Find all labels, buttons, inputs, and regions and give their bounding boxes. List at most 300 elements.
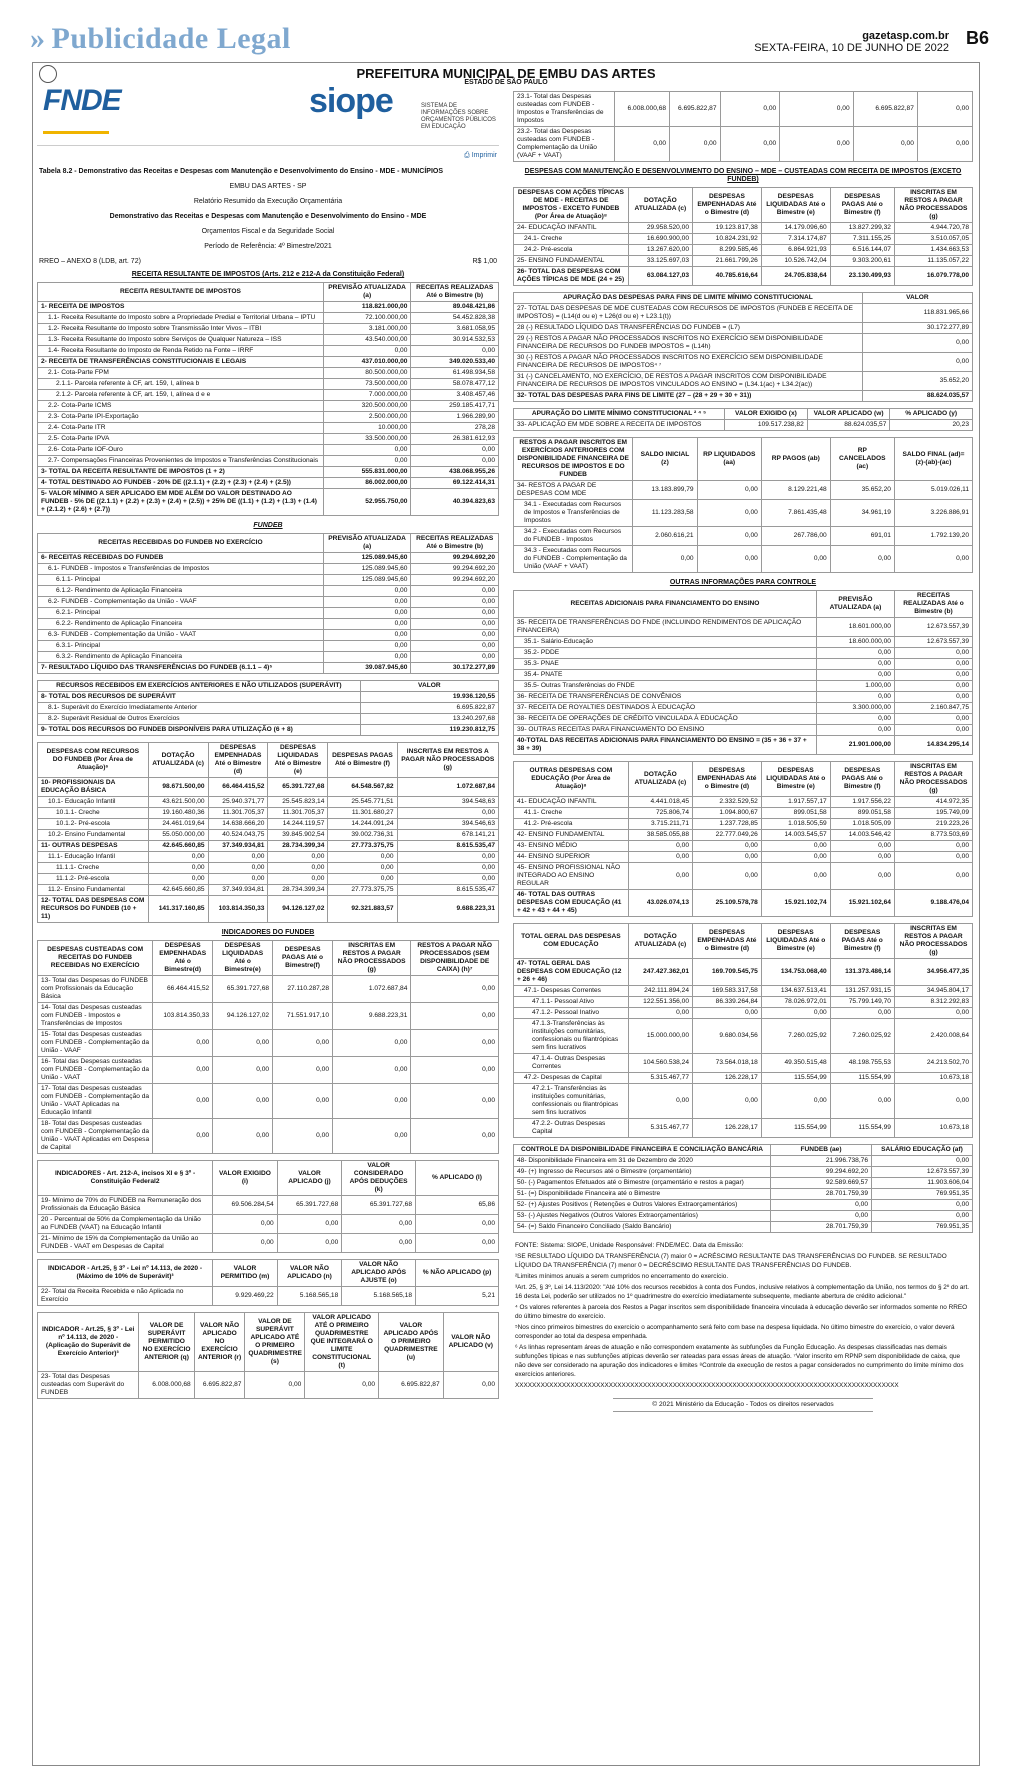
row-value: 3.300.000,00 [816, 703, 894, 714]
row-value: 25.545.771,51 [328, 797, 397, 808]
row-value: 10.824.231,92 [693, 234, 762, 245]
row-value: 0,00 [342, 1234, 416, 1253]
row-value: 1.917.556,22 [830, 797, 894, 808]
row-value: 1.434.663,53 [894, 245, 972, 256]
budget-label: Orçamentos Fiscal e da Seguridade Social [201, 228, 335, 235]
row-label: 47.1.1- Pessoal Ativo [514, 997, 629, 1008]
row-value: 122.551.356,00 [628, 997, 692, 1008]
row-value: 0,00 [780, 92, 853, 127]
outrasDesp-grid [513, 761, 973, 917]
column-header: VALOR APLICADO (j) [277, 1161, 342, 1196]
table-row [38, 863, 499, 874]
table-row [514, 372, 973, 391]
row-value: 0,00 [397, 808, 498, 819]
column-header: INSCRITAS EM RESTOS A PAGAR NÃO PROCESSADOS (g) [894, 924, 972, 959]
row-value: 8.615.535,47 [397, 885, 498, 896]
row-value: 0,00 [761, 841, 830, 852]
siope-logo: siope [309, 82, 393, 120]
table-row [514, 323, 973, 334]
row-value: 0,00 [411, 619, 499, 630]
outras-informacoes-heading: OUTRAS INFORMAÇÕES PARA CONTROLE [669, 579, 817, 586]
row-value: 118.821.000,00 [323, 302, 411, 313]
siope-subtitle: SISTEMA DE INFORMAÇÕES SOBRE ORÇAMENTOS PÚBLICOS EM EDUCAÇÃO [421, 103, 496, 130]
column-header: DESPESAS LIQUIDADAS Até o Bimestre (e) [761, 188, 830, 223]
site-url[interactable]: gazetasp.com.br [862, 30, 949, 42]
row-value: 0,00 [305, 1372, 379, 1399]
print-label: Imprimir [471, 152, 497, 159]
column-header: % NÃO APLICADO (p) [416, 1260, 499, 1287]
row-value: 0,00 [148, 874, 208, 885]
column-header: SALÁRIO EDUCAÇÃO (af) [872, 1145, 973, 1156]
row-label: 2.1.2- Parcela referente à CF, art. 159, I, alínea d e e [38, 390, 324, 401]
row-value: 0,00 [277, 1234, 342, 1253]
row-value: 169.583.317,58 [693, 986, 762, 997]
table-row [514, 1178, 973, 1189]
row-value: 13.240.297,68 [360, 714, 498, 725]
row-value: 80.500.000,00 [323, 368, 411, 379]
row-value: 14.244.119,57 [268, 819, 328, 830]
row-value: 0,00 [153, 1119, 213, 1154]
row-value: 104.560.538,24 [628, 1054, 692, 1073]
row-label: 27- TOTAL DAS DESPESAS DE MDE CUSTEADAS COM RECURSOS DE IMPOSTOS (FUNDEB E RECEITA DE IMPOSTOS) = (L14(d ou e) + L26(d ou e) + L23.1(t)) [514, 304, 863, 323]
row-value: 0,00 [268, 852, 328, 863]
row-value: 115.554,99 [761, 1073, 830, 1084]
row-label: 47.2- Despesas de Capital [514, 1073, 629, 1084]
table-row [514, 1073, 973, 1084]
row-label: 3- TOTAL DA RECEITA RESULTANTE DE IMPOSTOS (1 + 2) [38, 467, 324, 478]
row-label: 11.1.2- Pré-escola [38, 874, 149, 885]
table-row [38, 553, 499, 564]
row-value: 3.715.211,71 [628, 819, 692, 830]
table-header-row [38, 1313, 499, 1372]
row-label: 34.1 - Executadas com Recursos de Impostos e Transferências de Impostos [514, 500, 633, 527]
row-value: 0,00 [830, 1008, 894, 1019]
table-row [38, 896, 499, 923]
despImp-grid [513, 187, 973, 286]
row-value: 16.690.900,00 [628, 234, 692, 245]
row-label: 31 (-) CANCELAMENTO, NO EXERCÍCIO, DE RESTOS A PAGAR INSCRITOS COM DISPONIBILIDADE FINANCEIRA DE RECURSOS DE IMPOSTOS VINCULADOS AO ENSINO = (L34.1(ac) + L34.2(ac)) [514, 372, 863, 391]
row-label: 47.1- Despesas Correntes [514, 986, 629, 997]
footnote: ⁴ Os valores referentes à parcela dos Restos a Pagar inscritos sem disponibilidade financeira vinculada à educação deverão ser informados somente no RREO do último bimestre do exercício. [515, 1304, 968, 1320]
row-value: 40.394.823,63 [411, 489, 499, 516]
table-row [514, 637, 973, 648]
row-value: 49.350.515,48 [761, 1054, 830, 1073]
row-value: 141.317.160,85 [148, 896, 208, 923]
row-value: 33.125.697,03 [628, 256, 692, 267]
row-value: 0,00 [411, 976, 499, 1003]
row-value: 0,00 [213, 1234, 278, 1253]
row-label: 52- (+) Ajustes Positivos ( Retenções e Outros Valores Extraorçamentários) [514, 1200, 771, 1211]
column-header: VALOR PERMITIDO (m) [213, 1260, 278, 1287]
row-value: 0,00 [894, 841, 972, 852]
row-value: 0,00 [323, 652, 411, 663]
row-value: 0,00 [894, 692, 972, 703]
column-header: INDICADOR - Art.25, § 3º - Lei nº 14.113, de 2020 - (Aplicação do Superávit de Exercício Anterior)³ [38, 1313, 139, 1372]
row-value: 14.003.546,42 [830, 830, 894, 841]
row-value: 0,00 [894, 714, 972, 725]
table-header-row [38, 534, 499, 553]
aplicacao-superavit-table [37, 1312, 499, 1399]
table-header-row [514, 438, 973, 481]
column-header: VALOR NÃO APLICADO NO EXERCÍCIO ANTERIOR (r) [194, 1313, 245, 1372]
table-row [514, 1054, 973, 1073]
row-value: 52.955.750,00 [323, 489, 411, 516]
row-value: 0,00 [411, 1084, 499, 1119]
table-row [514, 92, 973, 127]
table-row [38, 313, 499, 324]
row-value: 7.260.025,92 [830, 1019, 894, 1054]
row-value: 8.299.585,46 [693, 245, 762, 256]
row-value: 6.695.822,87 [194, 1372, 245, 1399]
row-value: 0,00 [416, 1215, 499, 1234]
row-value: 0,00 [862, 353, 972, 372]
row-value: 0,00 [693, 841, 762, 852]
table-row [514, 725, 973, 736]
row-label: 41.1- Creche [514, 808, 629, 819]
row-value: 0,00 [816, 725, 894, 736]
column-header: INSCRITAS EM RESTOS A PAGAR NÃO PROCESSADOS (g) [397, 743, 498, 778]
row-value: 0,00 [333, 1119, 411, 1154]
column-header: DESPESAS PAGAS Até o Bimestre (f) [830, 762, 894, 797]
row-value: 0,00 [830, 852, 894, 863]
row-value: 73.500.000,00 [323, 379, 411, 390]
apuracao-table [513, 292, 973, 402]
row-value: 27.773.375,75 [328, 885, 397, 896]
row-value: 0,00 [816, 648, 894, 659]
row-value: 30.172.277,89 [411, 663, 499, 674]
row-value: 0,00 [761, 546, 830, 573]
table-row [38, 489, 499, 516]
indLei2-grid [37, 1259, 499, 1306]
row-value: 0,00 [213, 1084, 273, 1119]
row-value: 0,00 [323, 608, 411, 619]
table-row [514, 1167, 973, 1178]
row-value: 65.391.727,68 [277, 1196, 342, 1215]
row-value: 0,00 [894, 670, 972, 681]
row-label: 24- EDUCAÇÃO INFANTIL [514, 223, 629, 234]
table-header-row [38, 681, 499, 692]
row-label: 2.1- Cota-Parte FPM [38, 368, 324, 379]
row-value: 0,00 [268, 874, 328, 885]
row-value: 21.996.738,76 [771, 1156, 872, 1167]
column-header: INSCRITAS EM RESTOS A PAGAR NÃO PROCESSADOS (g) [894, 762, 972, 797]
row-value: 115.554,99 [761, 1119, 830, 1138]
row-label: 33- APLICAÇÃO EM MDE SOBRE A RECEITA DE IMPOSTOS [514, 420, 725, 431]
row-label: 20 - Percentual de 50% da Complementação da União ao FUNDEB (VAAT) na Educação Infantil [38, 1215, 213, 1234]
row-value: 42.645.660,85 [148, 841, 208, 852]
row-value: 0,00 [323, 597, 411, 608]
table-row [514, 334, 973, 353]
row-value: 125.089.945,60 [323, 575, 411, 586]
column-header: SALDO FINAL (ad)=(z)-(ab)-(ac) [894, 438, 972, 481]
row-value: 25.109.578,78 [693, 890, 762, 917]
row-value: 30.914.532,53 [411, 335, 499, 346]
table-row [38, 1119, 499, 1154]
row-value: 29.958.520,00 [628, 223, 692, 234]
column-header: TOTAL GERAL DAS DESPESAS COM EDUCAÇÃO [514, 924, 629, 959]
column-header: VALOR APLICADO APÓS O PRIMEIRO QUADRIMESTRE (u) [379, 1313, 444, 1372]
row-label: 54- (=) Saldo Financeiro Conciliado (Saldo Bancário) [514, 1222, 771, 1233]
row-value: 7.861.435,48 [761, 500, 830, 527]
row-value: 1.917.557,17 [761, 797, 830, 808]
column-header: RECEITAS REALIZADAS Até o Bimestre (b) [894, 591, 972, 618]
row-value: 88.624.035,57 [862, 391, 972, 402]
row-value: 19.123.817,38 [693, 223, 762, 234]
row-value: 219.223,26 [894, 819, 972, 830]
table-row [38, 1003, 499, 1030]
table-row [514, 986, 973, 997]
row-value: 19.160.480,36 [148, 808, 208, 819]
row-value: 14.638.666,20 [208, 819, 268, 830]
row-value: 1.072.687,84 [397, 778, 498, 797]
row-value: 99.294.692,20 [411, 575, 499, 586]
row-label: 47.1.3-Transferências às instituições comunitárias, confessionais ou filantrópicas sem fins lucrativos [514, 1019, 629, 1054]
receitas-adicionais-table [513, 590, 973, 755]
column-header: INDICADOR - Art.25, § 3º - Lei nº 14.113, de 2020 - (Máximo de 10% de Superávit)³ [38, 1260, 213, 1287]
row-value: 13.267.620,00 [628, 245, 692, 256]
row-label: 10.1.2- Pré-escola [38, 819, 149, 830]
row-value: 134.753.068,40 [761, 959, 830, 986]
row-value: 73.564.018,18 [693, 1054, 762, 1073]
row-value: 769.951,35 [872, 1189, 973, 1200]
row-label: 39- OUTRAS RECEITAS PARA FINANCIAMENTO DO ENSINO [514, 725, 817, 736]
row-value: 0,00 [628, 1084, 692, 1119]
table-header-row [514, 188, 973, 223]
row-value: 6.864.921,93 [761, 245, 830, 256]
table-row [514, 830, 973, 841]
row-label: 30 (-) RESTOS A PAGAR NÃO PROCESSADOS INSCRITOS NO EXERCÍCIO SEM DISPONIBILIDADE FINANCEIRA DE RECURSOS DE IMPOSTOS⁴ ⁷ [514, 353, 863, 372]
row-label: 6.1- FUNDEB - Impostos e Transferências de Impostos [38, 564, 324, 575]
row-value: 0,00 [342, 1215, 416, 1234]
row-value: 119.230.812,75 [360, 725, 498, 736]
row-value: 92.589.669,57 [771, 1178, 872, 1189]
notes-block [515, 1241, 971, 1390]
row-label: 45- ENSINO PROFISSIONAL NÃO INTEGRADO AO ENSINO REGULAR [514, 863, 629, 890]
row-label: 50- (-) Pagamentos Efetuados até o Bimestre (orçamentário e restos a pagar) [514, 1178, 771, 1189]
row-value: 37.349.934,81 [208, 885, 268, 896]
column-header: VALOR NÃO APLICADO (v) [443, 1313, 498, 1372]
fundeb-table [37, 533, 499, 674]
row-value: 28.701.759,39 [771, 1222, 872, 1233]
row-label: 6.3.1- Principal [38, 641, 324, 652]
row-label: 2.7- Compensações Financeiras Provenientes de Impostos e Transferências Constitucionais [38, 456, 324, 467]
row-value: 64.548.567,82 [328, 778, 397, 797]
row-value: 8.773.503,69 [894, 830, 972, 841]
row-value: 34.961,19 [830, 500, 894, 527]
row-value: 0,00 [328, 852, 397, 863]
row-value: 0,00 [245, 1372, 305, 1399]
row-label: 10- PROFISSIONAIS DA EDUCAÇÃO BÁSICA [38, 778, 149, 797]
table-row [38, 335, 499, 346]
row-label: 1.4- Receita Resultante do Imposto de Renda Retido na Fonte – IRRF [38, 346, 324, 357]
row-value: 725.806,74 [628, 808, 692, 819]
table-row [514, 692, 973, 703]
rpInscritos-grid [513, 437, 973, 573]
table-header-row [38, 1260, 499, 1287]
row-value: 769.951,35 [872, 1222, 973, 1233]
row-value: 437.010.000,00 [323, 357, 411, 368]
column-header: DESPESAS COM RECURSOS DO FUNDEB (Por Área de Atuação)⁶ [38, 743, 149, 778]
table-row [38, 467, 499, 478]
column-header: RESTOS A PAGAR INSCRITOS EM EXERCÍCIOS ANTERIORES COM DISPONIBILIDADE FINANCEIRA DE RECURSOS DE IMPOSTOS E DO FUNDEB [514, 438, 633, 481]
row-value: 11.903.606,04 [872, 1178, 973, 1189]
table-row [38, 357, 499, 368]
print-link[interactable] [37, 152, 497, 160]
table-row [514, 1211, 973, 1222]
table-row [514, 353, 973, 372]
table-row [514, 245, 973, 256]
row-value: 28.701.759,39 [771, 1189, 872, 1200]
table-row [514, 127, 973, 162]
table-row [38, 1084, 499, 1119]
limite-table [513, 408, 973, 431]
row-label: 53- (-) Ajustes Negativos (Outros Valores Extraorçamentários) [514, 1211, 771, 1222]
row-value: 0,00 [323, 630, 411, 641]
row-value: 0,00 [761, 1084, 830, 1119]
row-value: 34.945.804,17 [894, 986, 972, 997]
table-row [514, 481, 973, 500]
row-value: 0,00 [872, 1156, 973, 1167]
row-value: 0,00 [894, 546, 972, 573]
table-row [38, 652, 499, 663]
report-name: Relatório Resumido da Execução Orçamentária [193, 198, 343, 205]
row-value: 15.000.000,00 [628, 1019, 692, 1054]
row-value: 13.827.299,32 [830, 223, 894, 234]
table-row [514, 648, 973, 659]
row-value: 4.944.720,78 [894, 223, 972, 234]
table-row [38, 412, 499, 423]
table-row [38, 714, 499, 725]
row-value: 131.373.486,14 [830, 959, 894, 986]
row-label: 47.1.4- Outras Despesas Correntes [514, 1054, 629, 1073]
row-label: 28 (-) RESULTADO LÍQUIDO DAS TRANSFERÊNCIAS DO FUNDEB = (L7) [514, 323, 863, 334]
table-row [514, 890, 973, 917]
row-value: 7.260.025,92 [761, 1019, 830, 1054]
row-label: 49- (+) Ingresso de Recursos até o Bimestre (orçamentário) [514, 1167, 771, 1178]
row-value: 5,21 [416, 1287, 499, 1306]
copyright-footer: © 2021 Ministério da Educação - Todos os direitos reservados [613, 1398, 873, 1412]
row-value: 0,00 [411, 1119, 499, 1154]
row-value: 0,00 [323, 445, 411, 456]
row-value: 115.554,99 [830, 1073, 894, 1084]
row-value: 0,00 [628, 841, 692, 852]
row-label: 29 (-) RESTOS A PAGAR NÃO PROCESSADOS INSCRITOS NO EXERCÍCIO SEM DISPONIBILIDADE FINANCEIRA DE RECURSOS DO FUNDEB IMPOSTOS = (L14h) [514, 334, 863, 353]
column-header: VALOR DE SUPERÁVIT PERMITIDO NO EXERCÍCIO ANTERIOR (q) [139, 1313, 194, 1372]
table-row [38, 976, 499, 1003]
row-value: 0,00 [830, 863, 894, 890]
row-value: 15.921.102,74 [761, 890, 830, 917]
row-value: 0,00 [277, 1215, 342, 1234]
row-value: 0,00 [693, 1008, 762, 1019]
table-row [38, 1196, 499, 1215]
table-row [38, 808, 499, 819]
row-value: 2.332.529,52 [693, 797, 762, 808]
row-label: 7- RESULTADO LÍQUIDO DAS TRANSFERÊNCIAS DO FUNDEB (6.1.1 – 4)⁵ [38, 663, 324, 674]
row-value: 25.545.823,14 [268, 797, 328, 808]
row-value: 38.585.055,88 [628, 830, 692, 841]
row-value: 125.089.945,60 [323, 564, 411, 575]
column-header: DESPESAS EMPENHADAS Até o Bimestre (d) [693, 188, 762, 223]
indLei-grid [37, 1160, 499, 1253]
indicadores-heading: INDICADORES DO FUNDEB [221, 929, 315, 936]
column-header: INDICADORES - Art. 212-A, incisos XI e § 3º - Constituição Federal2 [38, 1161, 213, 1196]
row-label: 23- Total das Despesas custeadas com Superávit do FUNDEB [38, 1372, 139, 1399]
row-value: 11.123.283,58 [633, 500, 697, 527]
row-label: 6.1.2- Rendimento de Aplicação Financeira [38, 586, 324, 597]
table-row [38, 619, 499, 630]
row-value: 4.441.018,45 [628, 797, 692, 808]
column-header: DOTAÇÃO ATUALIZADA (c) [628, 924, 692, 959]
restos-pagar-table [513, 437, 973, 573]
row-value: 0,00 [411, 652, 499, 663]
row-value: 5.168.565,18 [342, 1287, 416, 1306]
column-header: VALOR NÃO APLICADO (n) [277, 1260, 342, 1287]
row-value: 0,00 [397, 852, 498, 863]
row-value: 394.546,63 [397, 819, 498, 830]
row-value: 65,86 [416, 1196, 499, 1215]
row-value: 414.972,35 [894, 797, 972, 808]
rreo-label: RREO – ANEXO 8 (LDB, art. 72) [39, 258, 141, 265]
row-value: 43.026.074,13 [628, 890, 692, 917]
table-row [514, 267, 973, 286]
row-value: 0,00 [816, 714, 894, 725]
table-row [38, 725, 499, 736]
row-value: 22.777.049,26 [693, 830, 762, 841]
totalGeral-grid [513, 923, 973, 1138]
row-value: 0,00 [816, 670, 894, 681]
row-value: 3.408.457,46 [411, 390, 499, 401]
row-value: 0,00 [411, 1030, 499, 1057]
legal-notice [32, 62, 980, 1766]
row-label: 6.2.1- Principal [38, 608, 324, 619]
row-value: 6.695.822,87 [379, 1372, 444, 1399]
table-row [38, 692, 499, 703]
row-label: 2.1.1- Parcela referente à CF, art. 159, I, alínea b [38, 379, 324, 390]
row-value: 0,00 [628, 863, 692, 890]
row-label: 42- ENSINO FUNDAMENTAL [514, 830, 629, 841]
table-row [38, 1030, 499, 1057]
row-value: 247.427.362,01 [628, 959, 692, 986]
indLei3-grid [513, 91, 973, 162]
footnote: FONTE: Sistema: SIOPE, Unidade Responsável: FNDE/MEC. Data da Emissão: [515, 1242, 744, 1249]
superavit-grid [37, 680, 499, 736]
indicador-superavit-table [37, 1259, 499, 1306]
column-header: APURAÇÃO DO LIMITE MÍNIMO CONSTITUCIONAL ² ⁴ ⁵ [514, 409, 725, 420]
table-row [514, 681, 973, 692]
row-value: 125.089.945,60 [323, 553, 411, 564]
row-label: 2.2- Cota-Parte ICMS [38, 401, 324, 412]
row-value: 0,00 [917, 92, 972, 127]
row-value: 0,00 [411, 586, 499, 597]
row-value: 0,00 [862, 334, 972, 353]
row-value: 25.940.371,77 [208, 797, 268, 808]
row-value: 0,00 [397, 874, 498, 885]
row-value: 1.966.289,90 [411, 412, 499, 423]
row-value: 0,00 [771, 1200, 872, 1211]
table-row [38, 423, 499, 434]
row-value: 0,00 [333, 1084, 411, 1119]
row-value: 24.705.838,64 [761, 267, 830, 286]
row-value: 0,00 [894, 681, 972, 692]
row-value: 0,00 [328, 863, 397, 874]
row-value: 99.294.692,20 [771, 1167, 872, 1178]
row-value: 0,00 [148, 852, 208, 863]
table-row [38, 445, 499, 456]
row-value: 5.019.026,11 [894, 481, 972, 500]
row-label: 1.1- Receita Resultante do Imposto sobre a Propriedade Predial e Territorial Urbana – IPTU [38, 313, 324, 324]
row-label: 43- ENSINO MÉDIO [514, 841, 629, 852]
row-value: 1.072.687,84 [333, 976, 411, 1003]
